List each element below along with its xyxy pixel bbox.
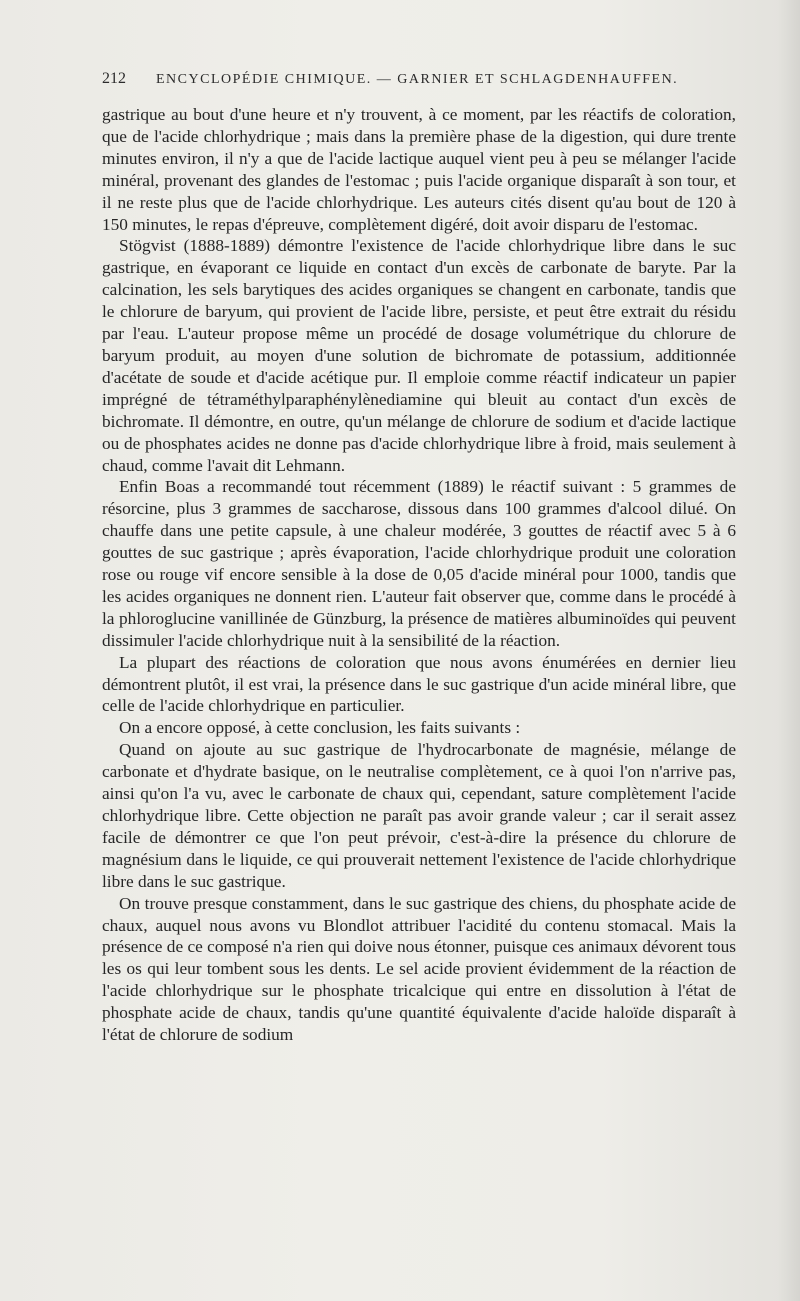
running-title: ENCYCLOPÉDIE CHIMIQUE. — GARNIER ET SCHLAGDENHAUFFEN. <box>156 72 679 87</box>
paragraph-stogvist: Stögvist (1888-1889) démontre l'existence de l'acide chlorhydrique libre dans le suc gastrique, en évaporant ce liquide en contact d'un excès de carbonate de baryte. Par la calcination, les sels barytiques des acides organiques se changent en carbonate, tandis que le chlorure de baryum, qui provient de l'acide libre, persiste, et peut être extrait du résidu par l'eau. L'auteur propose même un procédé de dosage volumétrique du chlorure de baryum produit, au moyen d'une solution de bichromate de potassium, additionnée d'acétate de soude et d'acide acétique pur. Il emploie comme réactif indicateur un papier imprégné de tétraméthylparaphénylènediamine qui bleuit au contact d'un excès de bichromate. Il démontre, en outre, qu'un mélange de chlorure de sodium et d'acide lactique ou de phosphates acides ne donne pas d'acide chlorhydrique libre à froid, mais seulement à chaud, comme l'avait dit Lehmann. <box>102 236 736 475</box>
page-edge-shadow <box>778 0 800 1301</box>
paragraph-coloration-reactions: La plupart des réactions de coloration que nous avons énumérées en dernier lieu démontrent plutôt, il est vrai, la présence dans le suc gastrique d'un acide minéral libre, que celle de l'acide chlorhydrique en particulier. <box>102 652 736 716</box>
paragraph-magnesia-objection: Quand on ajoute au suc gastrique de l'hydrocarbonate de magnésie, mélange de carbonate et d'hydrate basique, on le neutralise complètement, ce à quoi l'on n'arrive pas, ainsi qu'on l'a vu, avec le carbonate de chaux qui, cependant, sature complètement l'acide chlorhydrique libre. Cette objection ne paraît pas avoir grande valeur ; car il serait assez facile de démontrer ce que l'on peut prévoir, c'est-à-dire la présence du chlorure de magnésium dans le liquide, ce qui prouverait nettement l'existence de l'acide chlorhydrique libre dans le suc gastrique. <box>102 740 736 891</box>
paragraph-boas-reagent: Enfin Boas a recommandé tout récemment (1889) le réactif suivant : 5 grammes de résorcine, plus 3 grammes de saccharose, dissous dans 100 grammes d'alcool dilué. On chauffe dans une petite capsule, à une chaleur modérée, 3 gouttes de réactif avec 5 à 6 gouttes de suc gastrique ; après évaporation, l'acide chlorhydrique produit une coloration rose ou rouge vif encore sensible à la dose de 0,05 d'acide minéral pour 1000, tandis que les acides organiques ne donnent rien. L'auteur fait observer que, comme dans le procédé à la phloroglucine vanillinée de Günzburg, la présence de matières albuminoïdes qui peuvent dissimuler l'acide chlorhydrique nuit à la sensibilité de la réaction. <box>102 477 736 650</box>
body-text <box>102 104 736 1046</box>
paragraph-phosphate: On trouve presque constamment, dans le suc gastrique des chiens, du phosphate acide de chaux, auquel nous avons vu Blondlot attribuer l'acidité du contenu stomacal. Mais la présence de ce composé n'a rien qui doive nous étonner, puisque ces animaux dévorent tous les os qui leur tombent sous les dents. Le sel acide provient évidemment de la réaction de l'acide chlorhydrique sur le phosphate tricalcique qui entre en dissolution à l'état de phosphate acide de chaux, tandis qu'une quantité équivalente d'acide haloïde disparaît à l'état de chlorure de sodium <box>102 893 736 1045</box>
page-number: 212 <box>102 70 126 87</box>
paragraph-gastric-digestion: gastrique au bout d'une heure et n'y trouvent, à ce moment, par les réactifs de coloration, que de l'acide chlorhydrique ; mais dans la première phase de la digestion, qui dure trente minutes environ, il n'y a que de l'acide lactique auquel vient peu à peu se mélanger l'acide minéral, provenant des glandes de l'estomac ; puis l'acide organique disparaît à son tour, et il ne reste plus que de l'acide chlorhydrique. Les auteurs cités disent qu'au bout de 120 à 150 minutes, le repas d'épreuve, complètement digéré, doit avoir disparu de l'estomac. <box>102 105 736 234</box>
running-head <box>102 70 742 92</box>
paragraph-objections-intro: On a encore opposé, à cette conclusion, les faits suivants : <box>119 718 521 738</box>
